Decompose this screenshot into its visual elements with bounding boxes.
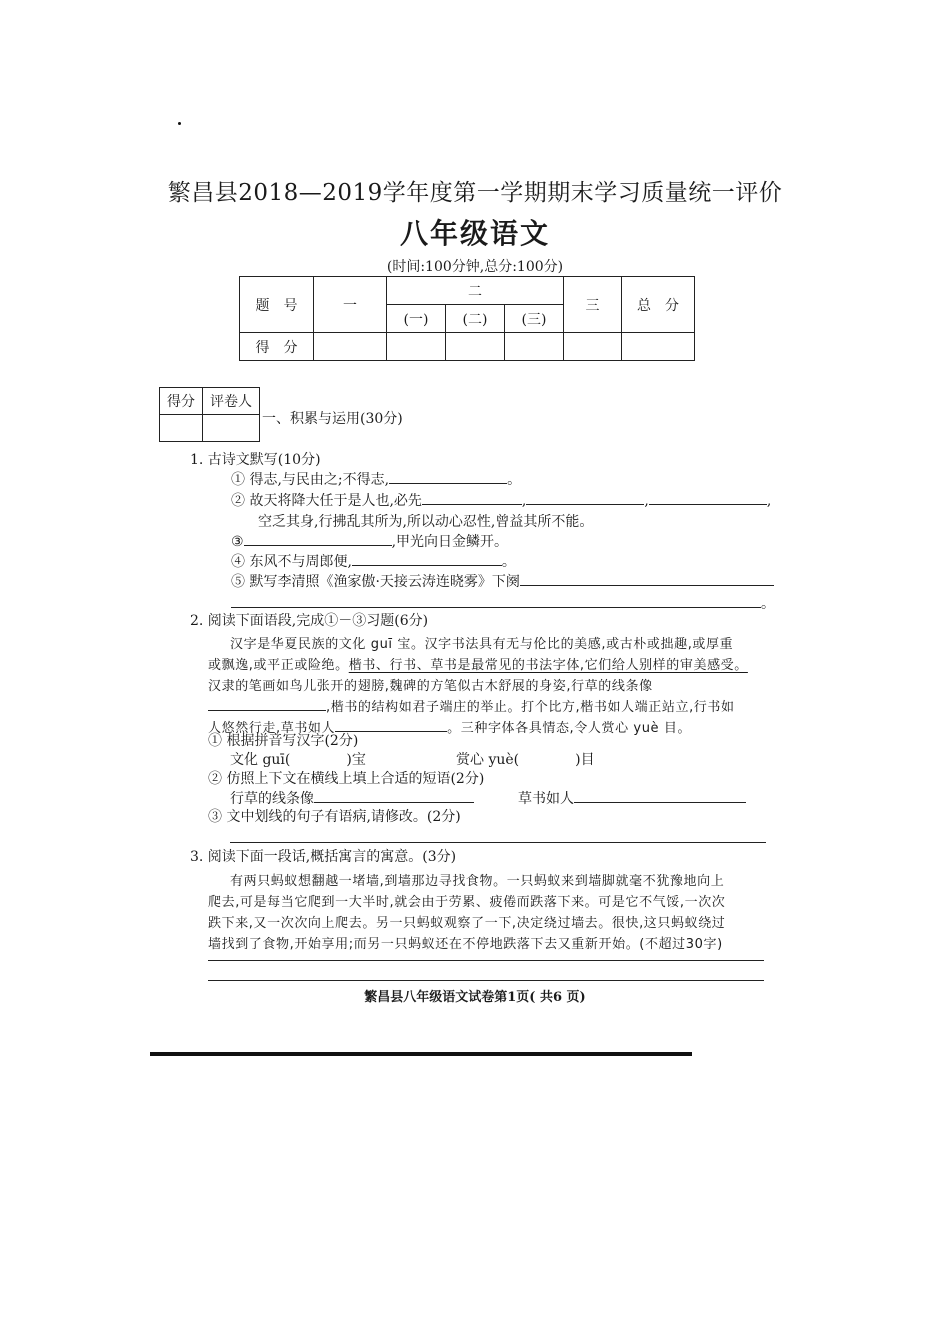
q2-sub2-b-blank[interactable] xyxy=(574,788,746,803)
punct: 。 xyxy=(501,554,516,570)
q2-title: 2. 阅读下面语段,完成①－③习题(6分) xyxy=(190,613,429,629)
q1-item2-text: ② 故天将降大任于是人也,必先 xyxy=(231,493,422,509)
scan-edge-bar xyxy=(150,1052,692,1056)
scan-speck xyxy=(178,122,181,125)
score-row-label: 得 分 xyxy=(240,333,314,361)
score-header-part3: 三 xyxy=(564,277,622,333)
q1-item4-blank[interactable] xyxy=(352,551,502,566)
q1-item5-blank2[interactable] xyxy=(231,593,761,608)
q2-sub2-a-text: 行草的线条像 xyxy=(230,791,314,807)
q2-sub1: ① 根据拼音写汉字(2分) xyxy=(208,733,359,749)
q3-answer-line-1[interactable] xyxy=(208,960,764,961)
q1-item4-text: ④ 东风不与周郎便, xyxy=(231,554,352,570)
q3-passage-line4: 墙找到了食物,开始享用;而另一只蚂蚁还在不停地跌落下去又重新开始。(不超过30字) xyxy=(208,937,723,952)
score-cell[interactable] xyxy=(564,333,622,361)
q2-passage-line4 xyxy=(208,696,735,715)
q2-sub2-b-text: 草书如人 xyxy=(518,791,574,807)
q3-passage-line2: 爬去,可是每当它爬到一大半时,就会由于劳累、疲倦而跌落下来。可是它不气馁,一次次 xyxy=(208,895,726,910)
q1-item5-text: ⑤ 默写李清照《渔家傲·天接云涛连晓雾》下阕 xyxy=(231,574,520,590)
q2-passage-line2 xyxy=(208,654,748,673)
q2-passage-blank1[interactable] xyxy=(208,696,326,711)
q2-underlined-sentence: 楷书、行书、草书是最常见的书法字体,它们给人别样的审美感受。 xyxy=(348,658,748,673)
q2-sub3: ③ 文中划线的句子有语病,请修改。(2分) xyxy=(208,809,461,825)
q2-sub1-a[interactable]: 文化 guī( )宝 xyxy=(230,752,366,768)
score-cell[interactable] xyxy=(387,333,446,361)
q2-sub2: ② 仿照上下文在横线上填上合适的短语(2分) xyxy=(208,771,485,787)
score-header-total: 总 分 xyxy=(622,277,695,333)
q1-item5 xyxy=(231,571,774,591)
q1-item1-blank[interactable] xyxy=(389,469,507,484)
q1-item1 xyxy=(231,469,521,489)
score-sub-3: (三) xyxy=(505,305,564,333)
q2-passage-text: ,楷书的结构如君子端庄的举止。打个比方,楷书如人端正站立,行书如 xyxy=(326,700,735,715)
grader-name-cell[interactable] xyxy=(203,415,260,442)
q2-passage-text: 人悠然行走,草书如人 xyxy=(208,721,336,736)
exam-subject: 八年级语文 xyxy=(399,217,550,250)
q2-sub2-b xyxy=(518,788,746,808)
q1-item3-blank[interactable] xyxy=(244,531,392,546)
punct: 。 xyxy=(761,596,775,612)
score-sub-2: (二) xyxy=(446,305,505,333)
grader-score-label: 得分 xyxy=(160,388,203,415)
punct: , xyxy=(644,493,649,509)
q1-item2-blank1[interactable] xyxy=(422,490,522,505)
punct: , xyxy=(766,493,772,509)
exam-title: 繁昌县2018—2019学年度第一学期期末学习质量统一评价 xyxy=(167,180,783,206)
q1-item2 xyxy=(231,490,771,510)
q1-item5-blank1[interactable] xyxy=(520,571,774,586)
q1-item3-text: ,甲光向日金鳞开。 xyxy=(391,534,509,550)
score-table xyxy=(239,276,695,361)
q1-item2-blank2[interactable] xyxy=(526,490,644,505)
q1-title: 1. 古诗文默写(10分) xyxy=(190,452,321,468)
q2-sub2-a xyxy=(230,788,474,808)
punct: 。 xyxy=(507,472,522,488)
q3-answer-line-2[interactable] xyxy=(208,980,764,981)
q3-title: 3. 阅读下面一段话,概括寓言的寓意。(3分) xyxy=(190,849,457,865)
score-cell[interactable] xyxy=(314,333,387,361)
q1-item3-num: ③ xyxy=(231,534,244,550)
q1-item2-cont: 空乏其身,行拂乱其所为,所以动心忍性,曾益其所不能。 xyxy=(258,514,594,530)
q2-passage-text: 或飘逸,或平正或险绝。 xyxy=(208,658,349,673)
punct: , xyxy=(521,493,527,509)
score-cell[interactable] xyxy=(622,333,695,361)
q1-item4 xyxy=(231,551,516,571)
score-header-part2: 二 xyxy=(387,277,564,305)
q2-answer-line[interactable] xyxy=(230,842,766,843)
score-header-label: 题 号 xyxy=(240,277,314,333)
section1-title: 一、积累与运用(30分) xyxy=(262,411,403,427)
q1-item3 xyxy=(231,531,508,551)
q1-item2-blank3[interactable] xyxy=(649,490,767,505)
grader-name-label: 评卷人 xyxy=(203,388,260,415)
q3-passage-line1: 有两只蚂蚁想翻越一堵墙,到墙那边寻找食物。一只蚂蚁来到墙脚就毫不犹豫地向上 xyxy=(230,874,725,889)
score-cell[interactable] xyxy=(505,333,564,361)
q2-sub2-a-blank[interactable] xyxy=(314,788,474,803)
grader-score-cell[interactable] xyxy=(160,415,203,442)
q2-sub1-b[interactable]: 赏心 yuè( )目 xyxy=(456,752,595,768)
grader-table xyxy=(159,387,260,442)
score-cell[interactable] xyxy=(446,333,505,361)
q2-passage-line3: 汉隶的笔画如鸟儿张开的翅膀,魏碑的方笔似古木舒展的身姿,行草的线条像 xyxy=(208,679,653,694)
score-sub-1: (一) xyxy=(387,305,446,333)
q1-item1-text: ① 得志,与民由之;不得志, xyxy=(231,472,390,488)
page-footer: 繁昌县八年级语文试卷第1页( 共6 页) xyxy=(364,990,586,1005)
q2-passage-line1: 汉字是华夏民族的文化 guī 宝。汉字书法具有无与伦比的美感,或古朴或拙趣,或厚重 xyxy=(230,637,734,652)
q2-passage-text: 。三种字体各具情态,令人赏心 yuè 目。 xyxy=(447,721,692,736)
score-header-part1: 一 xyxy=(314,277,387,333)
q3-passage-line3: 跌下来,又一次次向上爬去。另一只蚂蚁观察了一下,决定绕过墙去。很快,这只蚂蚁绕过 xyxy=(208,916,726,931)
exam-time-info: (时间:100分钟,总分:100分) xyxy=(386,259,564,275)
